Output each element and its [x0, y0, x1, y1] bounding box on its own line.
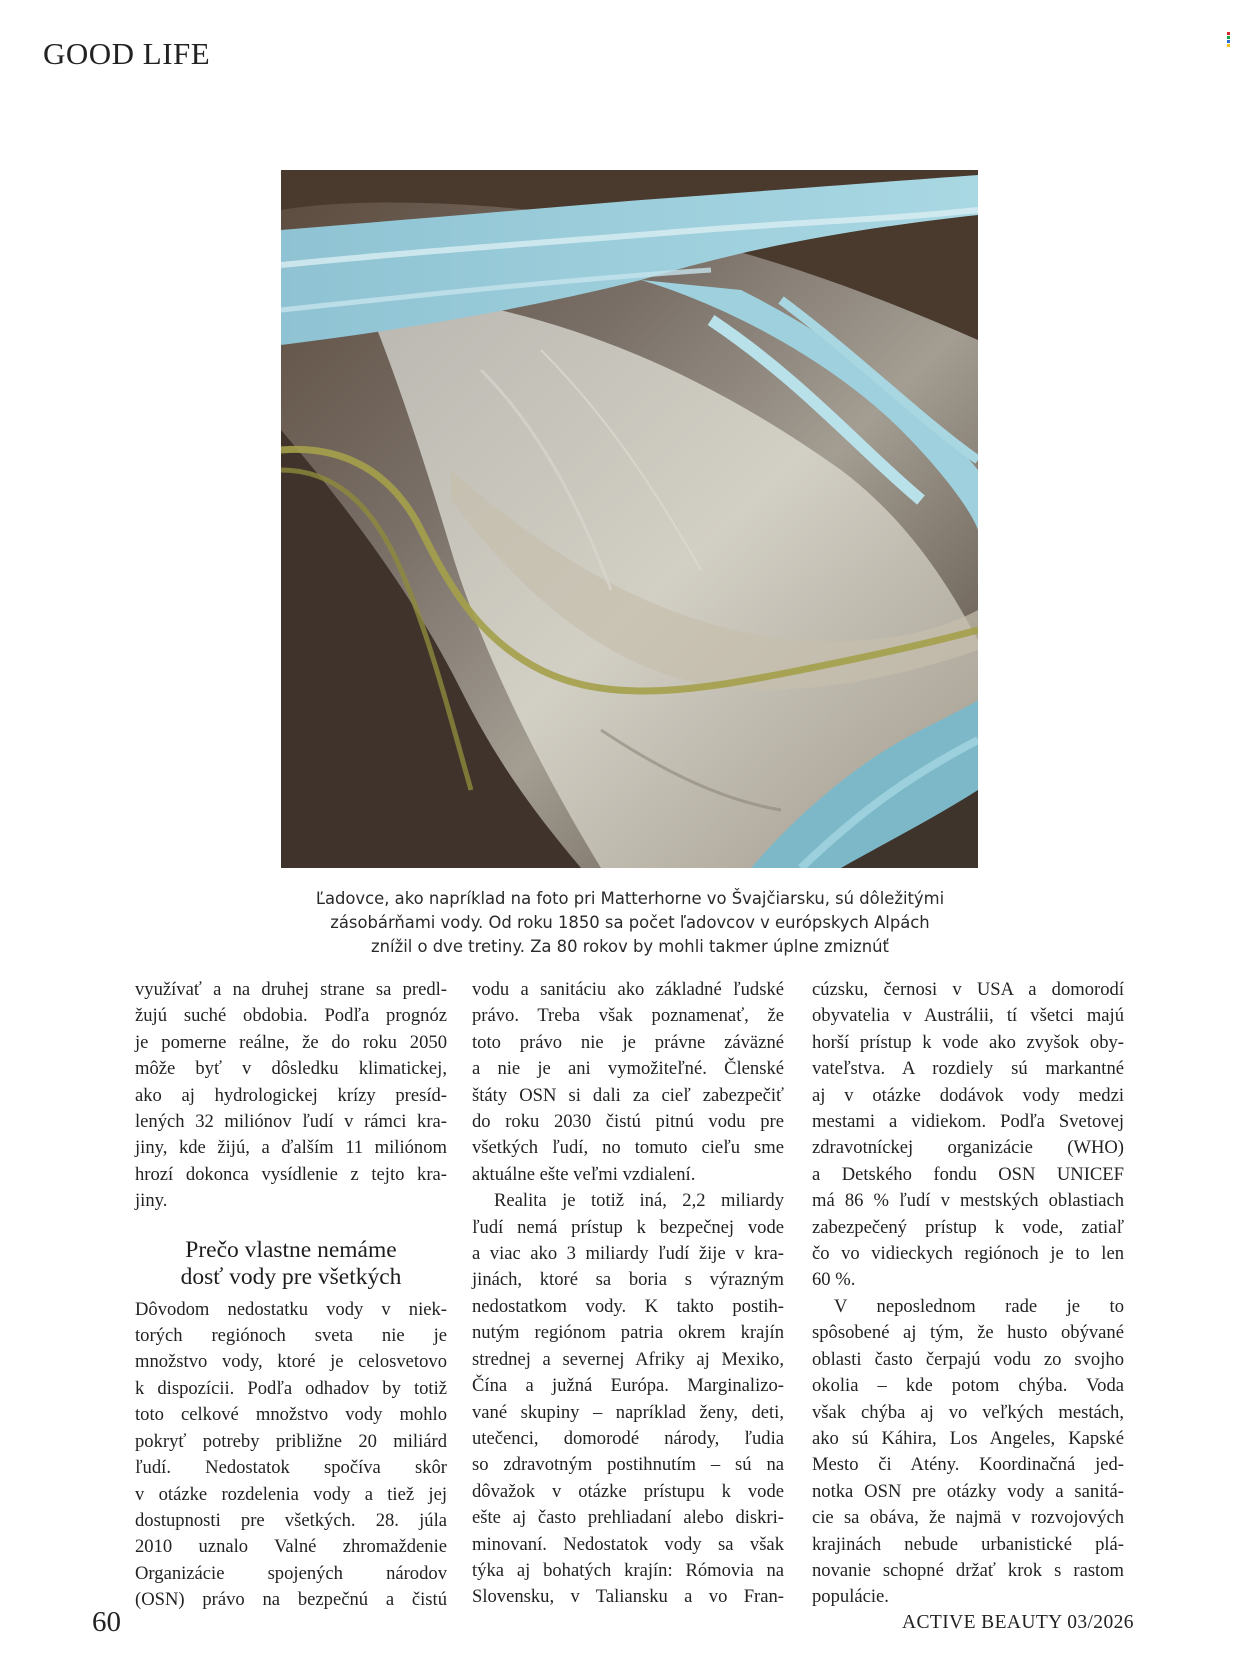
caption-line: zásobárňami vody. Od roku 1850 sa počet ľadovcov v európskych Alpách: [330, 913, 930, 932]
text-line: má 86 % ľudí v mestských oblastiach: [812, 1190, 1124, 1212]
text-line: okolia – kde potom chýba. Voda: [812, 1375, 1124, 1397]
text-line: novanie schopné držať krok s rastom: [812, 1559, 1124, 1581]
text-line: hrozí dokonca vysídlenie z tejto kra-: [135, 1163, 447, 1185]
text-line: krajinách nebude urbanistické plá-: [812, 1533, 1124, 1555]
text-line: minovaní. Nedostatok vody sa však: [472, 1533, 784, 1555]
text-line: ako aj hydrologickej krízy presíd-: [135, 1084, 447, 1106]
photo-illustration: [281, 170, 978, 868]
text-line: obyvatelia v Austrálii, tí všetci majú: [812, 1005, 1124, 1027]
text-line: Mesto či Atény. Koordinačná jed-: [812, 1454, 1124, 1476]
text-line: vané skupiny – napríklad ženy, deti,: [472, 1401, 784, 1423]
article-column-2: [472, 977, 784, 1611]
text-line: 60 %.: [812, 1269, 856, 1291]
photo-caption: [250, 887, 1010, 959]
text-line: týka aj bohatých krajín: Rómovia na: [472, 1559, 784, 1581]
text-line: notka OSN pre otázky vody a sanitá-: [812, 1480, 1124, 1502]
text-line: do roku 2030 čistú pitnú vodu pre: [472, 1111, 784, 1133]
text-line: jinách, ktoré sa boria s výrazným: [472, 1269, 784, 1291]
text-line: čo vo vidieckych regiónoch je to len: [812, 1243, 1124, 1265]
text-line: utečenci, domorodé národy, ľudia: [472, 1427, 784, 1449]
text-line: zdravotníckej organizácie (WHO): [812, 1137, 1124, 1159]
text-line: vodu a sanitáciu ako základné ľudské: [472, 979, 784, 1000]
text-line: k dispozícii. Podľa odhadov by totiž: [135, 1377, 447, 1399]
text-line: 2010 uznalo Valné zhromaždenie: [135, 1536, 447, 1558]
article-column-3: [812, 977, 1124, 1611]
text-line: môže byť v dôsledku klimatickej,: [135, 1058, 447, 1080]
text-line: V neposlednom rade je to: [834, 1295, 1124, 1317]
text-line: ako sú Káhira, Los Angeles, Kapské: [812, 1427, 1124, 1449]
text-line: cie sa obáva, že najmä v rozvojových: [812, 1507, 1124, 1529]
text-line: (OSN) právo na bezpečnú a čistú: [135, 1589, 447, 1611]
section-heading: [135, 1237, 447, 1291]
text-line: ľudí. Nedostatok spočíva skôr: [135, 1457, 447, 1479]
text-line: nutým regiónom patria okrem krajín: [472, 1322, 784, 1344]
text-line: ľudí nemá prístup k bezpečnej vode: [472, 1216, 784, 1238]
text-line: žujú suché obdobia. Podľa prognóz: [135, 1005, 447, 1027]
text-line: Realita je totiž iná, 2,2 miliardy: [494, 1190, 784, 1212]
text-line: Čína a južná Európa. Marginalizo-: [472, 1375, 784, 1397]
text-line: ešte aj často prehliadaní alebo diskri-: [472, 1507, 784, 1529]
text-line: mestami a vidiekom. Podľa Svetovej: [812, 1111, 1124, 1133]
text-line: horší prístup k vode ako zvyšok oby-: [812, 1031, 1124, 1053]
registration-dot-red: [1227, 32, 1230, 35]
text-line: lených 32 miliónov ľudí v rámci kra-: [135, 1111, 447, 1133]
text-line: množstvo vody, ktoré je celosvetovo: [135, 1351, 447, 1373]
text-line: aj v otázke dodávok vody medzi: [812, 1084, 1124, 1106]
caption-line: znížil o dve tretiny. Za 80 rokov by mohli takmer úplne zmiznúť: [371, 937, 889, 956]
text-line: Slovensku, v Taliansku a vo Fran-: [472, 1586, 784, 1608]
issue-label: ACTIVE BEAUTY 03/2026: [902, 1612, 1134, 1633]
text-line: populácie.: [812, 1586, 889, 1608]
caption-line: Ľadovce, ako napríklad na foto pri Matterhorne vo Švajčiarsku, sú dôležitými: [315, 889, 945, 908]
heading-line: Prečo vlastne nemáme: [185, 1236, 397, 1263]
text-line: a Detského fondu OSN UNICEF: [812, 1163, 1124, 1185]
text-line: cúzsku, černosi v USA a domorodí: [812, 979, 1124, 1000]
text-line: pokryť potreby približne 20 miliárd: [135, 1430, 447, 1452]
text-line: strednej a severnej Afriky aj Mexiko,: [472, 1348, 784, 1370]
text-line: nedostatkom vody. K takto postih-: [472, 1295, 784, 1317]
text-line: spôsobené aj tým, že husto obývané: [812, 1322, 1124, 1344]
text-line: Organizácie spojených národov: [135, 1562, 447, 1584]
text-line: jiny, kde žijú, a ďalším 11 miliónom: [135, 1137, 447, 1159]
text-line: vateľstva. A rozdiely sú markantné: [812, 1058, 1124, 1080]
text-line: jiny.: [135, 1190, 168, 1212]
article-column-1: [135, 977, 447, 1614]
aerial-glacier-river-photo: [281, 170, 978, 868]
text-line: a viac ako 3 miliardy ľudí žije v kra-: [472, 1243, 784, 1265]
text-line: torých regiónoch sveta nie je: [135, 1325, 447, 1347]
text-line: všetkých ľudí, no tomuto cieľu sme: [472, 1137, 784, 1159]
text-line: so zdravotným postihnutím – sú na: [472, 1454, 784, 1476]
text-line: Dôvodom nedostatku vody v niek-: [135, 1298, 447, 1320]
text-line: právo. Treba však poznamenať, že: [472, 1005, 784, 1027]
text-line: dôvažok v otázke prístupu k vode: [472, 1480, 784, 1502]
text-line: toto právo nie je právne záväzné: [472, 1031, 784, 1053]
text-line: zabezpečený prístup k vode, zatiaľ: [812, 1216, 1124, 1238]
heading-line: dosť vody pre všetkých: [180, 1263, 402, 1290]
text-line: však chýba aj vo veľkých mestách,: [812, 1401, 1124, 1423]
registration-dot-green: [1227, 36, 1230, 39]
color-registration-mark: [1227, 32, 1234, 41]
text-line: využívať a na druhej strane sa predl-: [135, 979, 447, 1000]
text-line: aktuálne ešte veľmi vzdialení.: [472, 1163, 696, 1185]
registration-dot-yellow: [1227, 44, 1230, 47]
text-line: oblasti často čerpajú vodu zo svojho: [812, 1348, 1124, 1370]
page-number: 60: [92, 1606, 121, 1638]
text-line: dostupnosti pre všetkých. 28. júla: [135, 1509, 447, 1531]
text-line: je pomerne reálne, že do roku 2050: [135, 1031, 447, 1053]
text-line: a nie je ani vymožiteľné. Členské: [472, 1058, 784, 1080]
text-line: toto celkové množstvo vody mohlo: [135, 1404, 447, 1426]
text-line: v otázke rozdelenia vody a tiež jej: [135, 1483, 447, 1505]
text-line: štáty OSN si dali za cieľ zabezpečiť: [472, 1084, 784, 1106]
section-label: GOOD LIFE: [43, 36, 211, 71]
registration-dot-blue: [1227, 40, 1230, 43]
